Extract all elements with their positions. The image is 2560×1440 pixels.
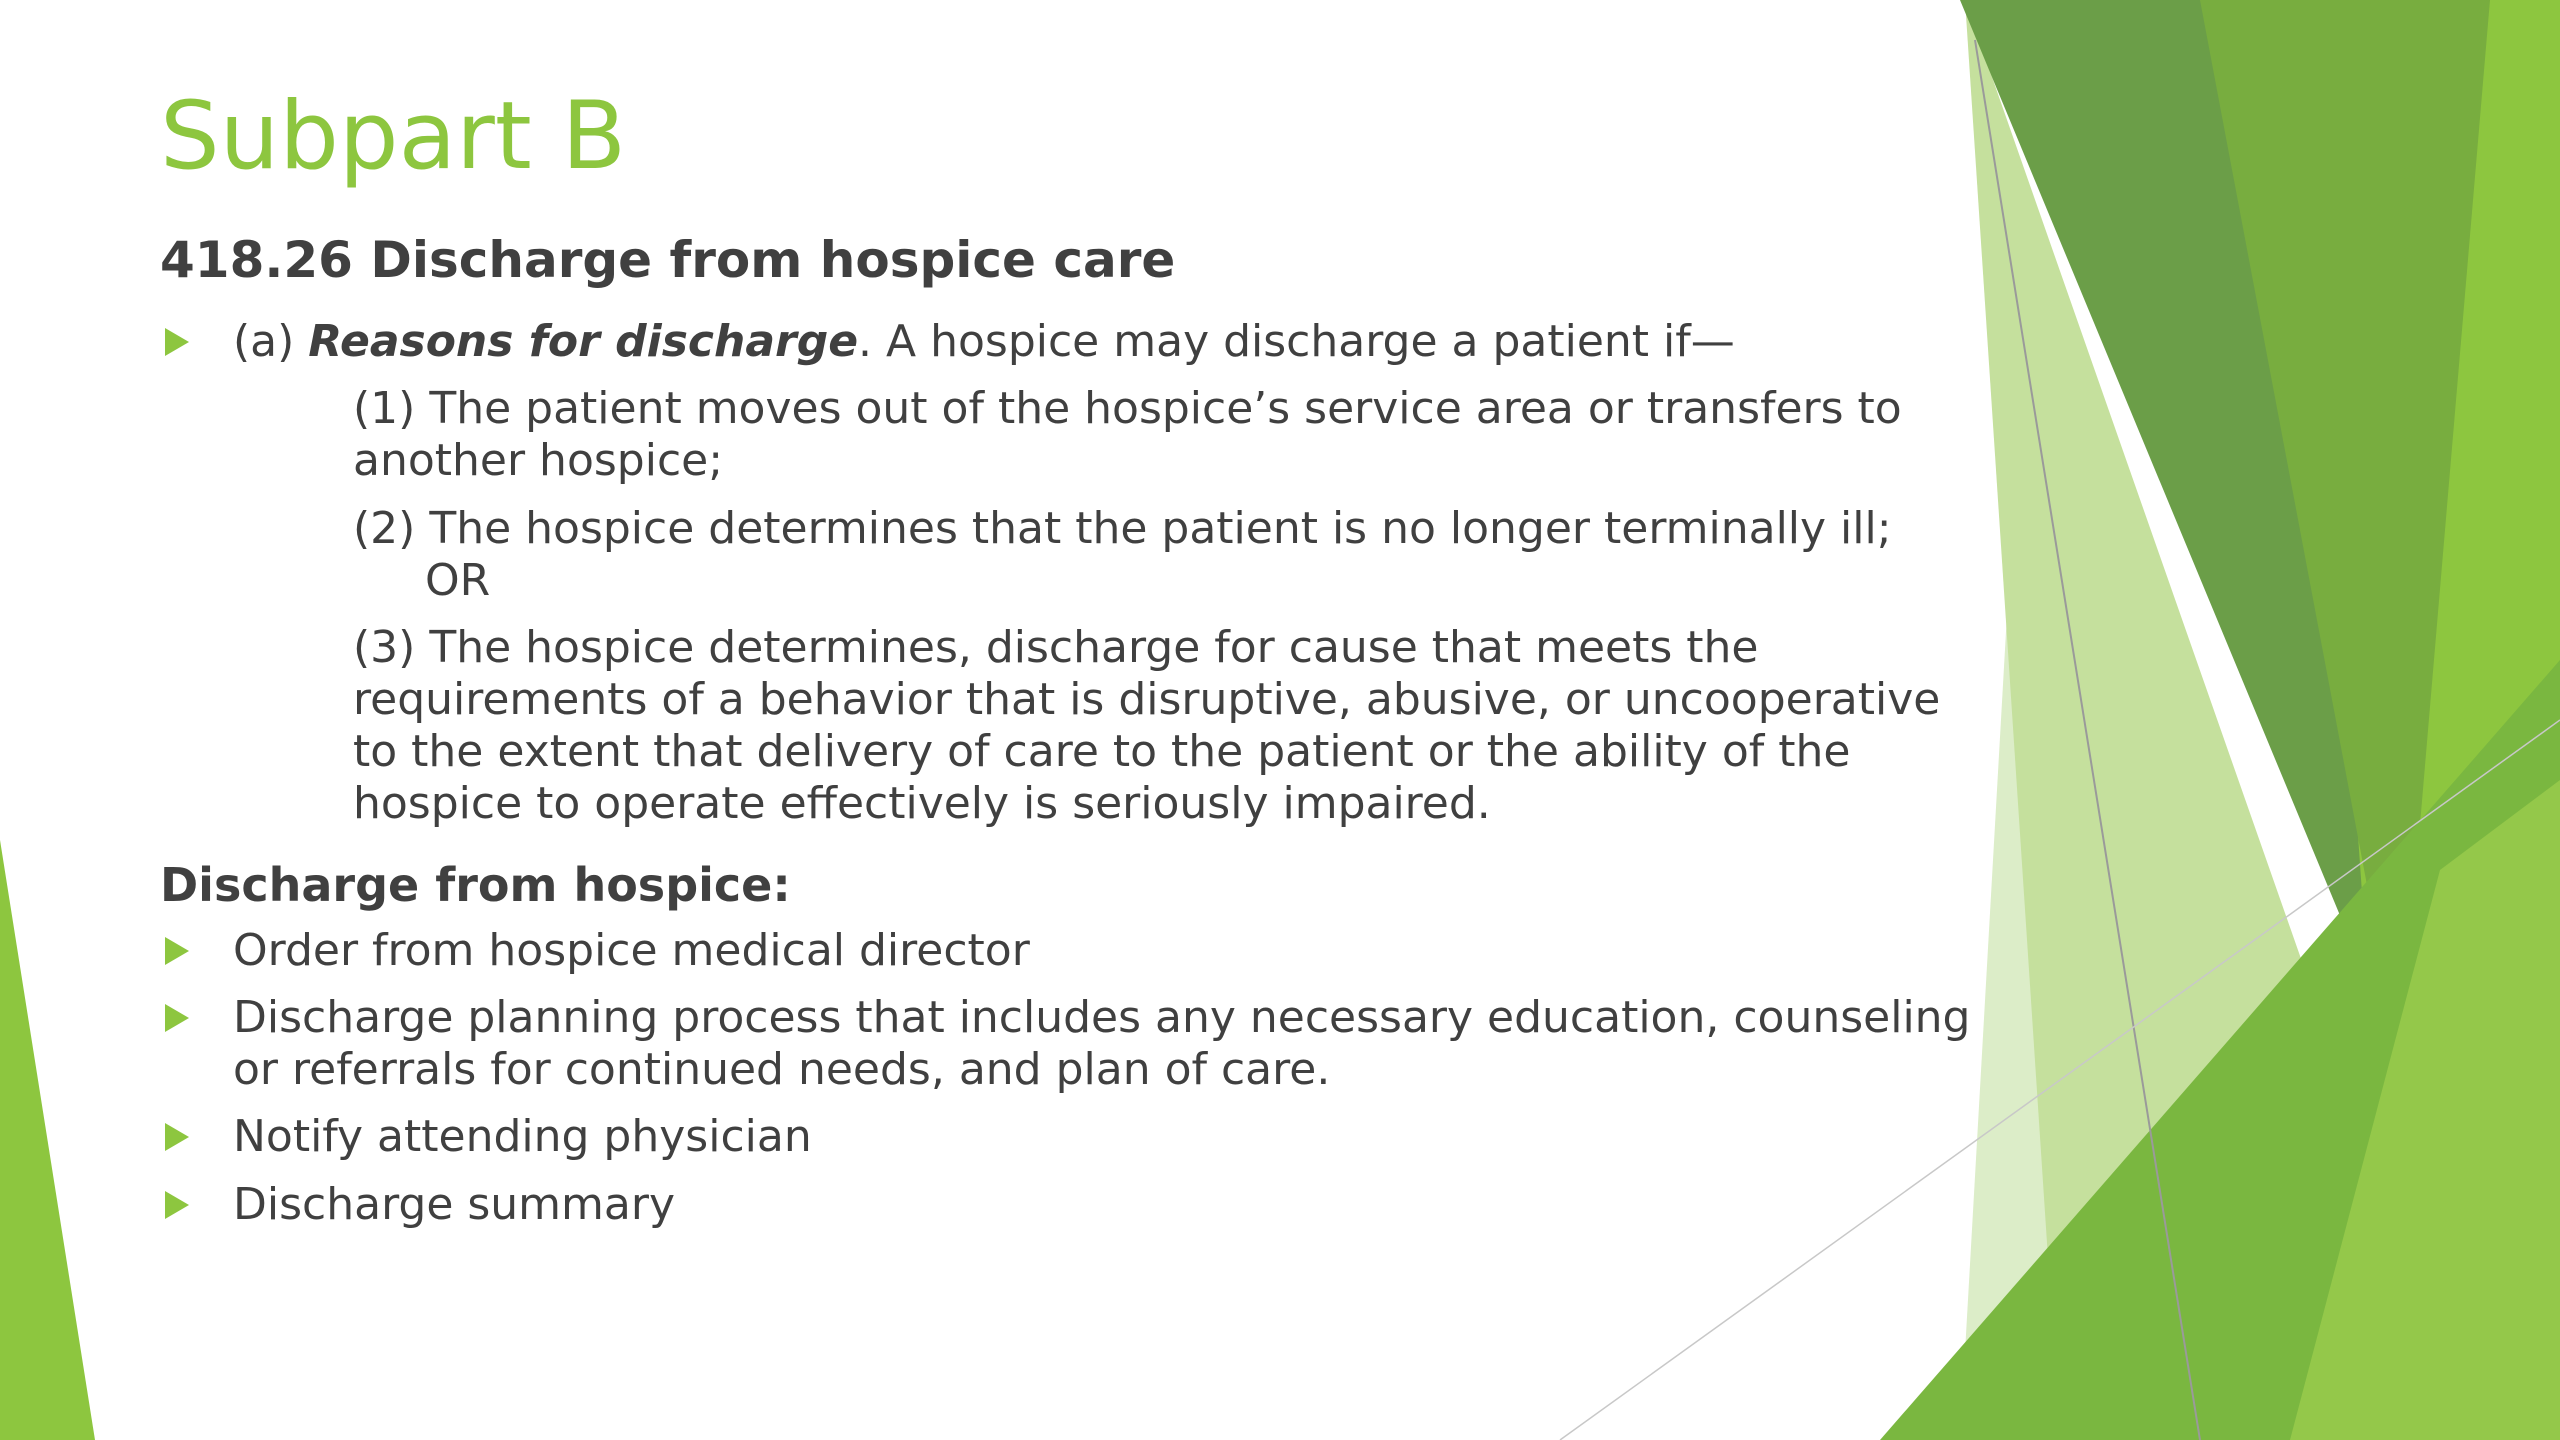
reason-item-1 (353, 383, 1902, 487)
discharge-bullet-4-text: Discharge summary (233, 1179, 675, 1230)
discharge-bullet-2-line-1: Discharge planning process that includes any necessary education, counseling (233, 992, 1971, 1043)
slide-content (160, 0, 1971, 1440)
reason-item-3-line-4: hospice to operate effectively is seriously impaired. (353, 778, 1491, 829)
reasons-suffix: . A hospice may discharge a patient if— (858, 316, 1735, 367)
slide-title: Subpart B (160, 82, 627, 191)
reason-item-1-line-2: another hospice; (353, 435, 724, 486)
bullet-arrow-icon (165, 1123, 189, 1151)
reason-item-2-line-2: OR (425, 555, 491, 606)
reasons-emphasis: Reasons for discharge (308, 316, 859, 367)
discharge-bullet-2-line-2: or referrals for continued needs, and plan of care. (233, 1044, 1331, 1095)
bullet-arrow-icon (165, 328, 189, 356)
reason-item-3-line-2: requirements of a behavior that is disruptive, abusive, or uncooperative (353, 674, 1941, 725)
decor-left-shape (0, 840, 95, 1440)
bullet-arrow-icon (165, 1004, 189, 1032)
bullet-arrow-icon (165, 1191, 189, 1219)
reason-item-3-line-1: (3) The hospice determines, discharge for cause that meets the (353, 622, 1759, 673)
discharge-bullet-3-text: Notify attending physician (233, 1111, 812, 1162)
discharge-bullet-2-text (233, 992, 2083, 1096)
reasons-text (233, 316, 2083, 368)
reason-item-3-line-3: to the extent that delivery of care to the patient or the ability of the (353, 726, 1851, 777)
reasons-prefix: (a) (233, 316, 309, 367)
discharge-heading: Discharge from hospice: (160, 858, 791, 912)
section-heading: 418.26 Discharge from hospice care (160, 231, 1176, 289)
bullet-arrow-icon (165, 937, 189, 965)
reason-item-2 (353, 503, 1892, 607)
reason-item-3 (353, 622, 1940, 830)
reason-item-1-line-1: (1) The patient moves out of the hospice’s service area or transfers to (353, 383, 1902, 434)
discharge-bullet-1-text: Order from hospice medical director (233, 925, 1030, 976)
reason-item-2-line-1: (2) The hospice determines that the patient is no longer terminally ill; (353, 503, 1892, 554)
